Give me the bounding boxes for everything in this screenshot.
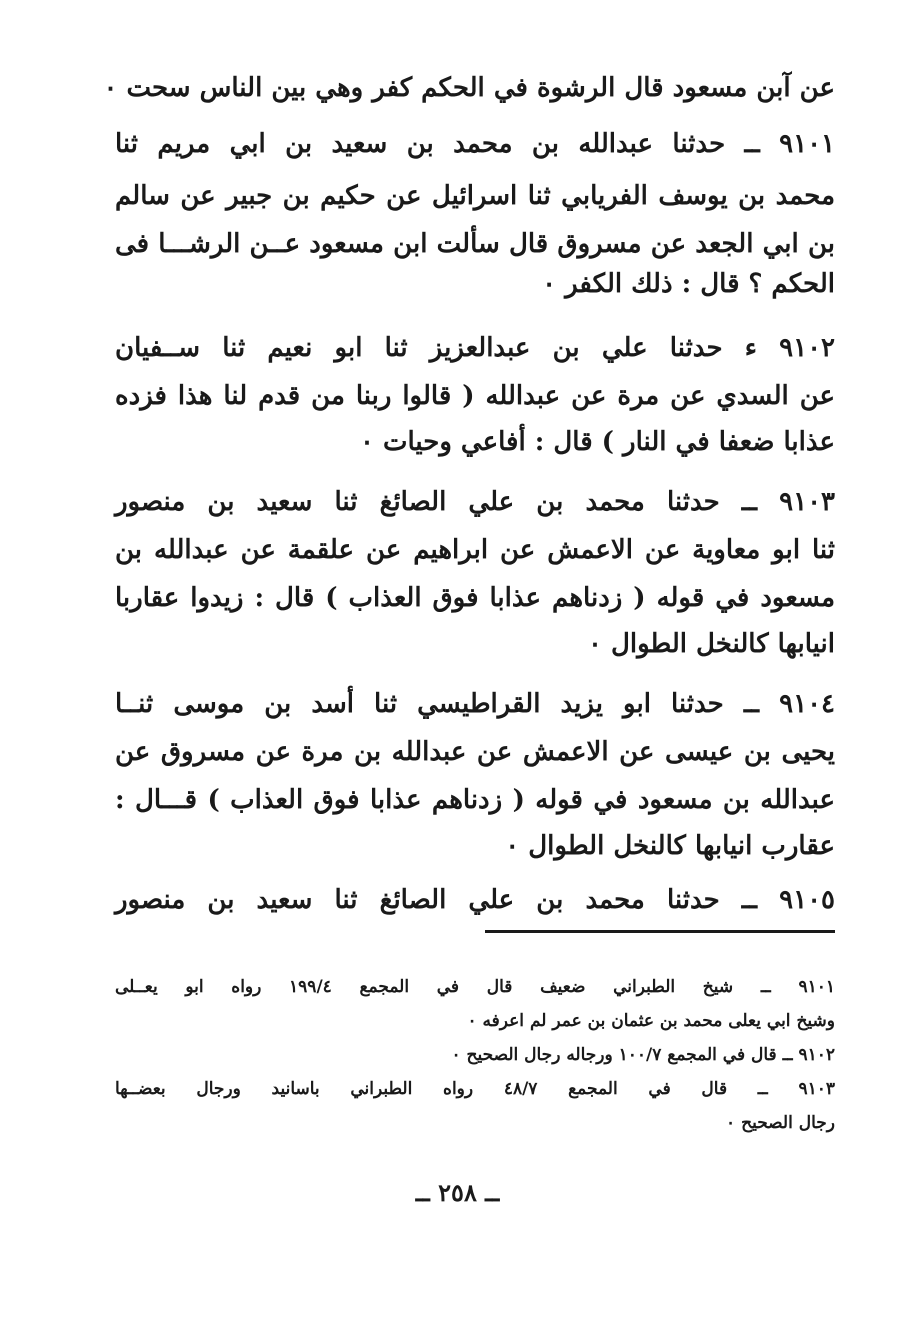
footnote-divider [485, 930, 835, 933]
text-line: محمد بن يوسف الفريابي ثنا اسرائيل عن حكيم بن جبير عن سالم [115, 181, 835, 211]
hadith-9101-line: ٩١٠١ ــ حدثنا عبدالله بن محمد بن سعيد بن ابي مريم ثنا [115, 129, 835, 159]
text-line: عذابا ضعفا في النار ) قال : أفاعي وحيات ٠ [359, 427, 835, 457]
text-line: يحيى بن عيسى عن الاعمش عن عبدالله بن مرة عن مسروق عن [115, 737, 835, 767]
footnote-9102-line: ٩١٠٢ ــ قال في المجمع ١٠٠/٧ ورجاله رجال الصحيح ٠ [451, 1045, 835, 1065]
text-line: الحكم ؟ قال : ذلك الكفر ٠ [542, 269, 835, 299]
text-line: مسعود في قوله ( زدناهم عذابا فوق العذاب ) قال : زيدوا عقاربا [115, 583, 835, 613]
hadith-9104-line: ٩١٠٤ ــ حدثنا ابو يزيد القراطيسي ثنا أسد بن موسى ثنــا [115, 689, 835, 719]
footnote-9103-line: ٩١٠٣ ــ قال في المجمع ٤٨/٧ رواه الطبراني باسانيد ورجال بعضــها [115, 1079, 835, 1099]
page-number: ــ ٢٥٨ ــ [415, 1178, 500, 1207]
hadith-9102-line: ٩١٠٢ ء حدثنا علي بن عبدالعزيز ثنا ابو نعيم ثنا ســفيان [115, 333, 835, 363]
text-line: ثنا ابو معاوية عن الاعمش عن ابراهيم عن علقمة عن عبدالله بن [115, 535, 835, 565]
hadith-9103-line: ٩١٠٣ ــ حدثنا محمد بن علي الصائغ ثنا سعيد بن منصور [115, 487, 835, 517]
text-line: عن آبن مسعود قال الرشوة في الحكم كفر وهي بين الناس سحت ٠ [103, 73, 835, 103]
footnote-9101-line: ٩١٠١ ــ شيخ الطبراني ضعيف قال في المجمع ١٩٩/٤ رواه ابو يعــلى [115, 977, 835, 997]
text-line: عقارب انيابها كالنخل الطوال ٠ [505, 831, 835, 861]
footnote-line: وشيخ ابي يعلى محمد بن عثمان بن عمر لم اعرفه ٠ [467, 1011, 835, 1031]
text-line: عن السدي عن مرة عن عبدالله ( قالوا ربنا من قدم لنا هذا فزده [115, 381, 835, 411]
hadith-9105-line: ٩١٠٥ ــ حدثنا محمد بن علي الصائغ ثنا سعيد بن منصور [115, 885, 835, 915]
text-line: بن ابي الجعد عن مسروق قال سألت ابن مسعود عــن الرشـــا فى [115, 229, 835, 259]
text-line: عبدالله بن مسعود في قوله ( زدناهم عذابا فوق العذاب ) قـــال : [115, 785, 835, 815]
text-line: انيابها كالنخل الطوال ٠ [587, 629, 835, 659]
footnote-line: رجال الصحيح ٠ [726, 1113, 835, 1133]
